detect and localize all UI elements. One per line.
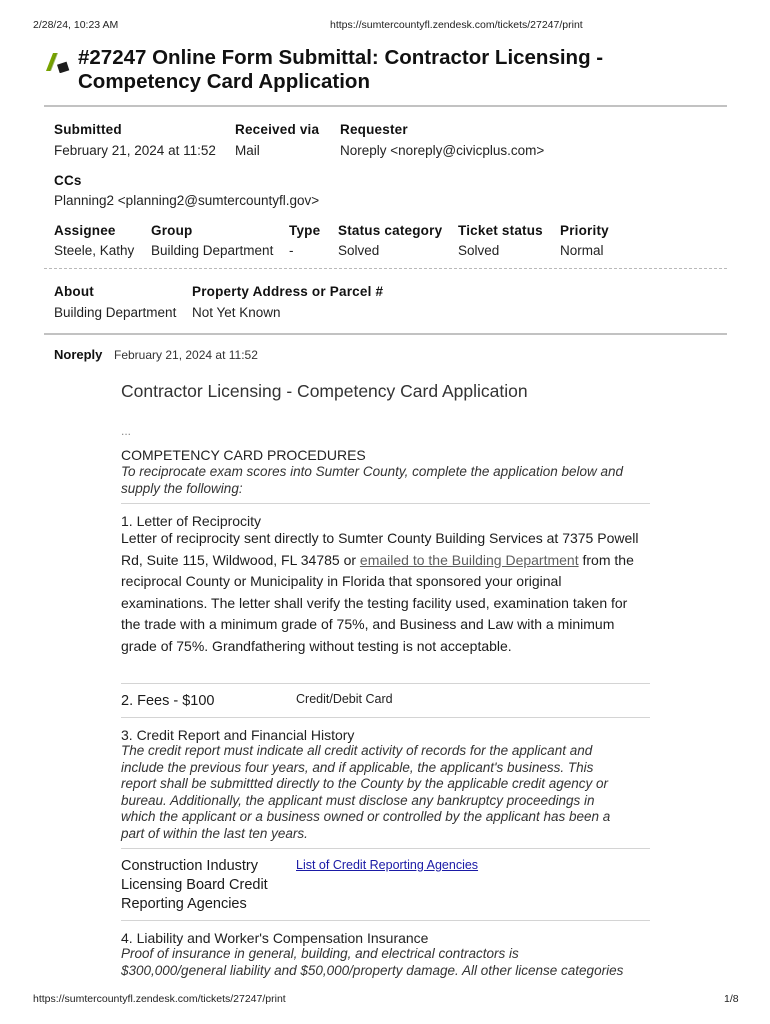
section-4-paragraph bbox=[121, 946, 651, 979]
assignee-value: Steele, Kathy bbox=[54, 243, 135, 258]
cilb-label-line: Licensing Board Credit bbox=[121, 877, 268, 893]
paragraph-line: $300,000/general liability and $50,000/property damage. All other license categories bbox=[121, 962, 624, 978]
property-value: Not Yet Known bbox=[192, 305, 281, 320]
fields-divider bbox=[44, 268, 727, 269]
email-building-department-link[interactable]: emailed to the Building Department bbox=[359, 551, 579, 568]
section-divider bbox=[121, 503, 650, 504]
procedures-title: COMPETENCY CARD PROCEDURES bbox=[121, 447, 366, 463]
fees-label: 2. Fees - $100 bbox=[121, 693, 215, 709]
section-3-paragraph bbox=[121, 743, 651, 842]
priority-value: Normal bbox=[560, 243, 604, 258]
type-value: - bbox=[289, 243, 294, 258]
section-3-title: 3. Credit Report and Financial History bbox=[121, 727, 355, 743]
ccs-label: CCs bbox=[54, 173, 82, 188]
cilb-label-line: Construction Industry bbox=[121, 858, 259, 874]
paragraph-line: bureau. Additionally, the applicant must disclose any bankruptcy proceedings in bbox=[121, 792, 595, 808]
cilb-label bbox=[121, 857, 268, 914]
paragraph-line: Proof of insurance in general, building, and electrical contractors is bbox=[121, 946, 519, 961]
submitted-label: Submitted bbox=[54, 122, 122, 137]
requester-label: Requester bbox=[340, 122, 408, 137]
group-label: Group bbox=[151, 223, 193, 238]
paragraph-line: The credit report must indicate all credit activity of records for the applicant and bbox=[121, 743, 593, 758]
paragraph-line: Letter of reciprocity sent directly to Sumter County Building Services at 7375 Powell bbox=[121, 530, 639, 546]
paragraph-line bbox=[121, 550, 651, 572]
credit-reporting-agencies-link[interactable]: List of Credit Reporting Agencies bbox=[296, 858, 479, 872]
paragraph-line: examinations. The letter shall verify the testing facility used, examination taken for bbox=[121, 594, 628, 611]
property-label: Property Address or Parcel # bbox=[192, 284, 384, 299]
status-category-label: Status category bbox=[338, 223, 443, 238]
paragraph-line: grade of 75%. Grandfathering without testing is not acceptable. bbox=[121, 637, 512, 654]
cilb-label-line: Reporting Agencies bbox=[121, 896, 247, 912]
comment-author: Noreply bbox=[54, 347, 103, 362]
paragraph-line: report shall be submittted directly to the County by the applicable credit agency or bbox=[121, 776, 609, 791]
assignee-label: Assignee bbox=[54, 223, 116, 238]
paragraph-text: from the bbox=[578, 551, 634, 568]
fees-value: Credit/Debit Card bbox=[296, 692, 393, 706]
about-label: About bbox=[54, 284, 94, 299]
ticket-status-label: Ticket status bbox=[458, 223, 543, 238]
form-heading: Contractor Licensing - Competency Card Application bbox=[121, 381, 528, 401]
procedures-intro-line: To reciprocate exam scores into Sumter County, complete the application below and bbox=[121, 464, 624, 479]
received-via-label: Received via bbox=[235, 122, 320, 137]
title-divider bbox=[44, 105, 727, 107]
print-datetime: 2/28/24, 10:23 AM bbox=[33, 19, 119, 31]
footer-url: https://sumtercountyfl.zendesk.com/tickets/27247/print bbox=[33, 993, 286, 1005]
comments-divider bbox=[44, 333, 727, 335]
received-via-value: Mail bbox=[235, 143, 260, 158]
priority-label: Priority bbox=[560, 223, 609, 238]
section-divider bbox=[121, 920, 650, 921]
comment-date: February 21, 2024 at 11:52 bbox=[114, 348, 258, 362]
page-number: 1/8 bbox=[724, 993, 739, 1005]
print-url: https://sumtercountyfl.zendesk.com/tickets/27247/print bbox=[330, 19, 583, 31]
zendesk-logo-icon bbox=[44, 51, 70, 73]
submitted-value: February 21, 2024 at 11:52 bbox=[54, 143, 216, 158]
paragraph-line: include the previous four years, and if applicable, the applicant's business. This bbox=[121, 759, 594, 775]
paragraph-line: the trade with a minimum grade of 75%, and Business and Law with a minimum bbox=[121, 616, 615, 632]
paragraph-line: which the applicant or a business owned or controlled by the applicant has been a bbox=[121, 809, 611, 824]
requester-value: Noreply <noreply@civicplus.com> bbox=[340, 143, 545, 158]
procedures-intro-line: supply the following: bbox=[121, 481, 243, 496]
section-divider bbox=[121, 848, 650, 849]
section-divider bbox=[121, 717, 650, 718]
section-1-title: 1. Letter of Reciprocity bbox=[121, 513, 262, 529]
status-category-value: Solved bbox=[338, 243, 380, 258]
section-1-paragraph bbox=[121, 528, 651, 657]
ellipsis: ... bbox=[121, 424, 132, 438]
section-4-title: 4. Liability and Worker's Compensation Insurance bbox=[121, 930, 429, 946]
paragraph-text: Rd, Suite 115, Wildwood, FL 34785 or bbox=[121, 551, 360, 568]
group-value: Building Department bbox=[151, 243, 274, 258]
type-label: Type bbox=[289, 223, 321, 238]
ccs-value: Planning2 <planning2@sumtercountyfl.gov> bbox=[54, 193, 320, 208]
about-value: Building Department bbox=[54, 305, 177, 320]
paragraph-line: part of within the last ten years. bbox=[121, 825, 308, 841]
ticket-title: #27247 Online Form Submittal: Contractor Licensing - Competency Card Application bbox=[78, 46, 604, 93]
section-divider bbox=[121, 683, 650, 684]
ticket-status-value: Solved bbox=[458, 243, 500, 258]
paragraph-line: reciprocal County or Municipality in Florida that sponsored your original bbox=[121, 573, 562, 589]
